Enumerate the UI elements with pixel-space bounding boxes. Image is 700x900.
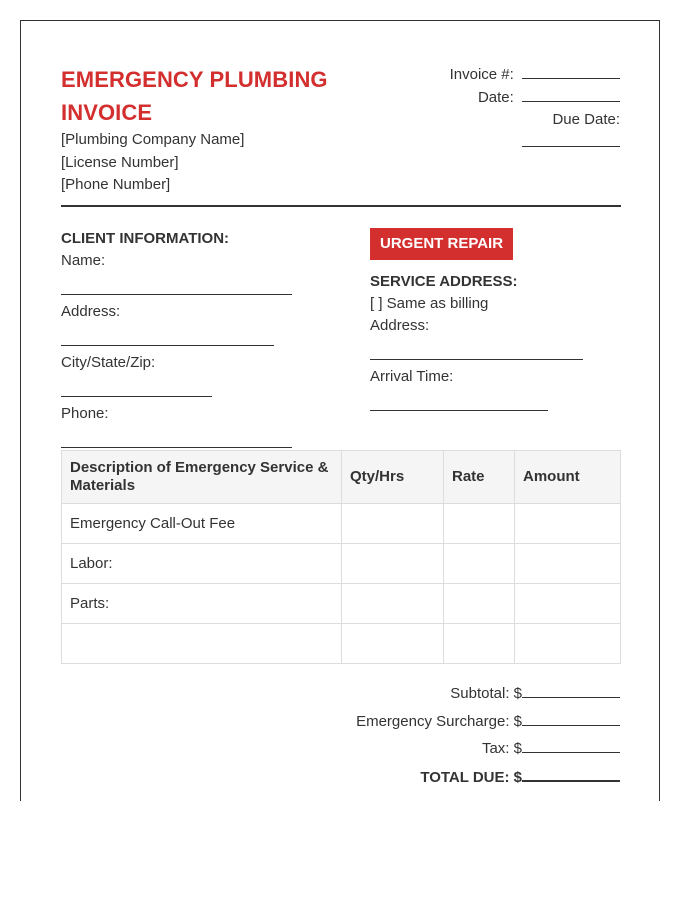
service-address-label: Address:	[370, 317, 430, 334]
amount-cell[interactable]	[515, 544, 621, 584]
qty-cell[interactable]	[342, 544, 444, 584]
amount-cell[interactable]	[515, 504, 621, 544]
table-row	[62, 504, 621, 544]
rate-cell[interactable]	[444, 504, 515, 544]
table-row	[62, 544, 621, 584]
company-name: [Plumbing Company Name]	[61, 131, 245, 148]
description-cell[interactable]: Parts:	[62, 584, 342, 624]
license-number: [License Number]	[61, 153, 179, 171]
client-name-field[interactable]	[61, 294, 292, 295]
client-heading: CLIENT INFORMATION:	[61, 230, 230, 247]
qty-cell[interactable]	[342, 504, 444, 544]
total-due-row	[260, 766, 620, 794]
due-date-field[interactable]	[522, 132, 620, 147]
tax-field[interactable]	[522, 738, 620, 753]
table-header-row	[62, 451, 621, 504]
qty-cell[interactable]	[342, 624, 444, 664]
table-row	[62, 624, 621, 664]
company-info	[61, 129, 244, 197]
column-header-rate: Rate	[444, 451, 515, 504]
surcharge-row	[260, 711, 620, 739]
invoice-number-label: Invoice #:	[449, 66, 514, 83]
service-address-field[interactable]	[370, 359, 583, 360]
client-address-label: Address:	[61, 303, 121, 320]
surcharge-field[interactable]	[522, 711, 620, 726]
client-city-label: City/State/Zip:	[61, 354, 156, 371]
subtotal-label: Subtotal: $	[450, 685, 522, 702]
total-due-label: TOTAL DUE: $	[420, 768, 522, 786]
description-cell[interactable]: Labor:	[62, 544, 342, 584]
surcharge-label: Emergency Surcharge: $	[356, 712, 522, 730]
invoice-number-row	[380, 64, 620, 87]
column-header-description: Description of Emergency Service & Materials	[62, 451, 342, 504]
rate-cell[interactable]	[444, 624, 515, 664]
column-header-amount: Amount	[515, 451, 621, 504]
date-field[interactable]	[522, 87, 620, 102]
description-cell[interactable]: Emergency Call-Out Fee	[62, 504, 342, 544]
due-date-row	[380, 109, 620, 132]
table-row	[62, 584, 621, 624]
arrival-time-label: Arrival Time:	[370, 368, 454, 385]
tax-label: Tax: $	[481, 740, 522, 757]
client-city-field[interactable]	[61, 396, 212, 397]
rate-cell[interactable]	[444, 584, 515, 624]
totals-section	[260, 683, 620, 793]
urgent-repair-badge: URGENT REPAIR	[370, 228, 513, 260]
client-phone-label: Phone:	[61, 405, 109, 422]
column-header-qty: Qty/Hrs	[342, 451, 444, 504]
qty-cell[interactable]	[342, 584, 444, 624]
same-as-billing-checkbox[interactable]: [ ] Same as billing	[370, 295, 489, 312]
rate-cell[interactable]	[444, 544, 515, 584]
arrival-time-field[interactable]	[370, 410, 548, 411]
service-address	[370, 271, 610, 411]
tax-row	[260, 738, 620, 766]
invoice-meta	[380, 64, 620, 154]
service-items-table	[61, 450, 621, 664]
client-name-label: Name:	[61, 252, 106, 269]
subtotal-row	[260, 683, 620, 711]
due-date-label: Due Date:	[552, 111, 620, 128]
total-due-field[interactable]	[522, 766, 620, 782]
amount-cell[interactable]	[515, 624, 621, 664]
client-address-field[interactable]	[61, 345, 274, 346]
invoice-page	[20, 20, 660, 801]
amount-cell[interactable]	[515, 584, 621, 624]
date-row	[380, 87, 620, 110]
date-label: Date:	[477, 88, 514, 106]
invoice-number-field[interactable]	[522, 64, 620, 79]
due-date-field-row	[380, 132, 620, 155]
client-phone-field[interactable]	[61, 447, 292, 448]
description-cell[interactable]	[62, 624, 342, 664]
phone-number: [Phone Number]	[61, 176, 171, 193]
invoice-title: EMERGENCY PLUMBING INVOICE	[61, 67, 328, 125]
client-information	[61, 228, 321, 448]
service-heading: SERVICE ADDRESS:	[370, 273, 518, 290]
subtotal-field[interactable]	[522, 683, 620, 698]
header-divider	[61, 205, 621, 207]
